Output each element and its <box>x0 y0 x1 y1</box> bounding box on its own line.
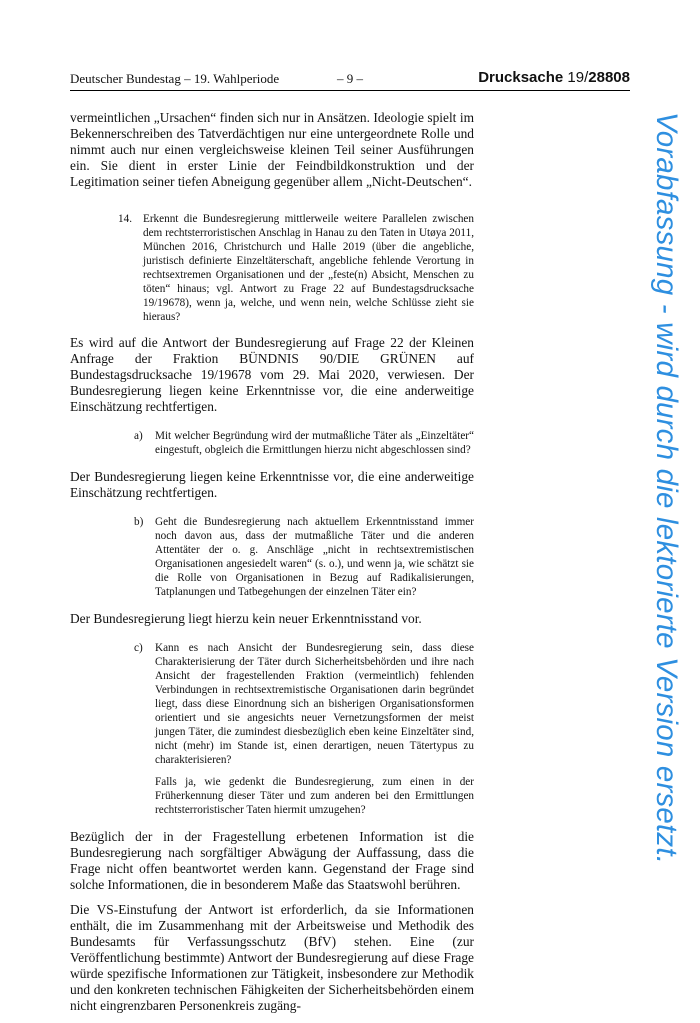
header-parliament: Deutscher Bundestag – 19. Wahlperiode <box>70 71 280 86</box>
answer-paragraph: vermeintlichen „Ursachen“ finden sich nur in Ansätzen. Ideologie spielt im Bekennerschreiben des Tatverdächtigen nur eine untergeordnete Rolle und nimmt auch nur einen vergleichsweise kleinen Teil seiner Ausführungen ein. Sie dient in erster Linie der Feindbildkonstruktion und der Legitimation seiner tiefen Abneigung gegenüber allem „Nicht-Deutschen“. <box>70 110 474 189</box>
question-label: c) <box>134 642 143 654</box>
answer-14c-part1: Bezüglich der in der Fragestellung erbetenen Information ist die Bundesregierung nach sorgfältiger Abwägung der Auffassung, dass die Frage nicht offen beantwortet werden kann. Gegenstand der Frage sind solche Informationen, die in besonderem Maße das Staatswohl berühren. <box>70 829 474 892</box>
question-label: b) <box>134 516 144 528</box>
watermark-text: Vorabfassung - wird durch die lektorierte Version ersetzt. <box>650 112 683 865</box>
question-14a <box>134 429 474 457</box>
answer-14c-part2: Die VS-Einstufung der Antwort ist erforderlich, da sie Informationen enthält, die im Zusammenhang mit der Arbeitsweise und Methodik des Bundesamts für Verfassungsschutz (BfV) stehen. Eine (zur Veröffentlichung bestimmte) Antwort der Bundesregierung auf diese Frage würde spezifische Informationen zur Tätigkeit, insbesondere zur Methodik und den konkreten technischen Fähigkeiten der Sicherheitsbehörden einem nicht eingrenzbaren Personenkreis zugäng- <box>70 902 474 1013</box>
question-14b <box>134 515 474 599</box>
page-header <box>70 71 630 89</box>
question-label: a) <box>134 430 143 442</box>
page-number: – 9 – <box>337 71 363 86</box>
document-number <box>478 69 630 86</box>
question-number: 14. <box>118 213 132 225</box>
doc-number-prefix: 19/ <box>567 69 589 86</box>
question-text: Mit welcher Begründung wird der mutmaßliche Täter als „Einzeltäter“ eingestuft, obgleich die Ermittlungen hierzu nicht abgeschlossen sind? <box>155 430 474 456</box>
doc-number: 28808 <box>588 69 630 86</box>
document-body <box>70 110 474 1023</box>
question-text: Geht die Bundesregierung nach aktuellem Erkenntnisstand immer noch davon aus, dass der mutmaßliche Täter und die anderen Attentäter der o. g. Anschläge „nicht in rechtsextremistischen Organisationen angesiedelt waren“ (s. o.), und wenn ja, wie schätzt sie die Rolle von Organisationen in Bezug auf Radikalisierungen, Tatplanungen und Tatbegehungen der einzelnen Täter ein? <box>155 516 474 598</box>
question-text-followup: Falls ja, wie gedenkt die Bundesregierung, zum einen in der Früherkennung dieser Täter und zum anderen bei den Ermittlungen rechtsterroristischer Taten hiermit umzugehen? <box>155 776 474 816</box>
question-14c <box>134 641 474 817</box>
answer-14: Es wird auf die Antwort der Bundesregierung auf Frage 22 der Kleinen Anfrage der Fraktion BÜNDNIS 90/DIE GRÜNEN auf Bundestagsdrucksache 19/19678 vom 29. Mai 2020, verwiesen. Der Bundesregierung liegen keine Erkenntnisse vor, die eine anderweitige Einschätzung rechtfertigen. <box>70 335 474 414</box>
answer-14a: Der Bundesregierung liegen keine Erkenntnisse vor, die eine anderweitige Einschätzung rechtfertigen. <box>70 469 474 500</box>
answer-14b: Der Bundesregierung liegt hierzu kein neuer Erkenntnisstand vor. <box>70 611 422 626</box>
question-text: Kann es nach Ansicht der Bundesregierung sein, dass diese Charakterisierung der Täter durch Sicherheitsbehörden und ihre nach Ansicht der fragestellenden Fraktion (vermeintlich) fehlenden Verbindungen in rechtsextremistische Organisationen darin begründet liegt, dass diese Einordnung sich an bisherigen Organisationsformen orientiert und sie angesichts neuer Vernetzungsformen der meist jungen Täter, die zumindest diesbezüglich eben keine Einzeltäter sind, nicht (mehr) im Stande ist, einen derartigen, neuen Tätertypus zu charakterisieren? <box>155 642 474 766</box>
question-14 <box>118 212 474 324</box>
question-text: Erkennt die Bundesregierung mittlerweile weitere Parallelen zwischen dem rechtsterroristischen Anschlag in Hanau zu den Taten in Utøya 2011, München 2016, Christchurch und Halle 2019 (über die angebliche, juristisch definierte Einzeltäterschaft, angebliche fehlende Verortung in rechtsextremen Organisationen und der „feste(n) Absicht, Menschen zu töten“ hinaus; vgl. Antwort zu Frage 22 auf Bundestagsdrucksache 19/19678), wenn ja, welche, und wenn nein, welche Schlüsse zieht sie hieraus? <box>143 213 474 323</box>
doc-label: Drucksache <box>478 69 564 86</box>
preliminary-version-watermark <box>646 112 686 882</box>
header-divider <box>70 90 630 91</box>
